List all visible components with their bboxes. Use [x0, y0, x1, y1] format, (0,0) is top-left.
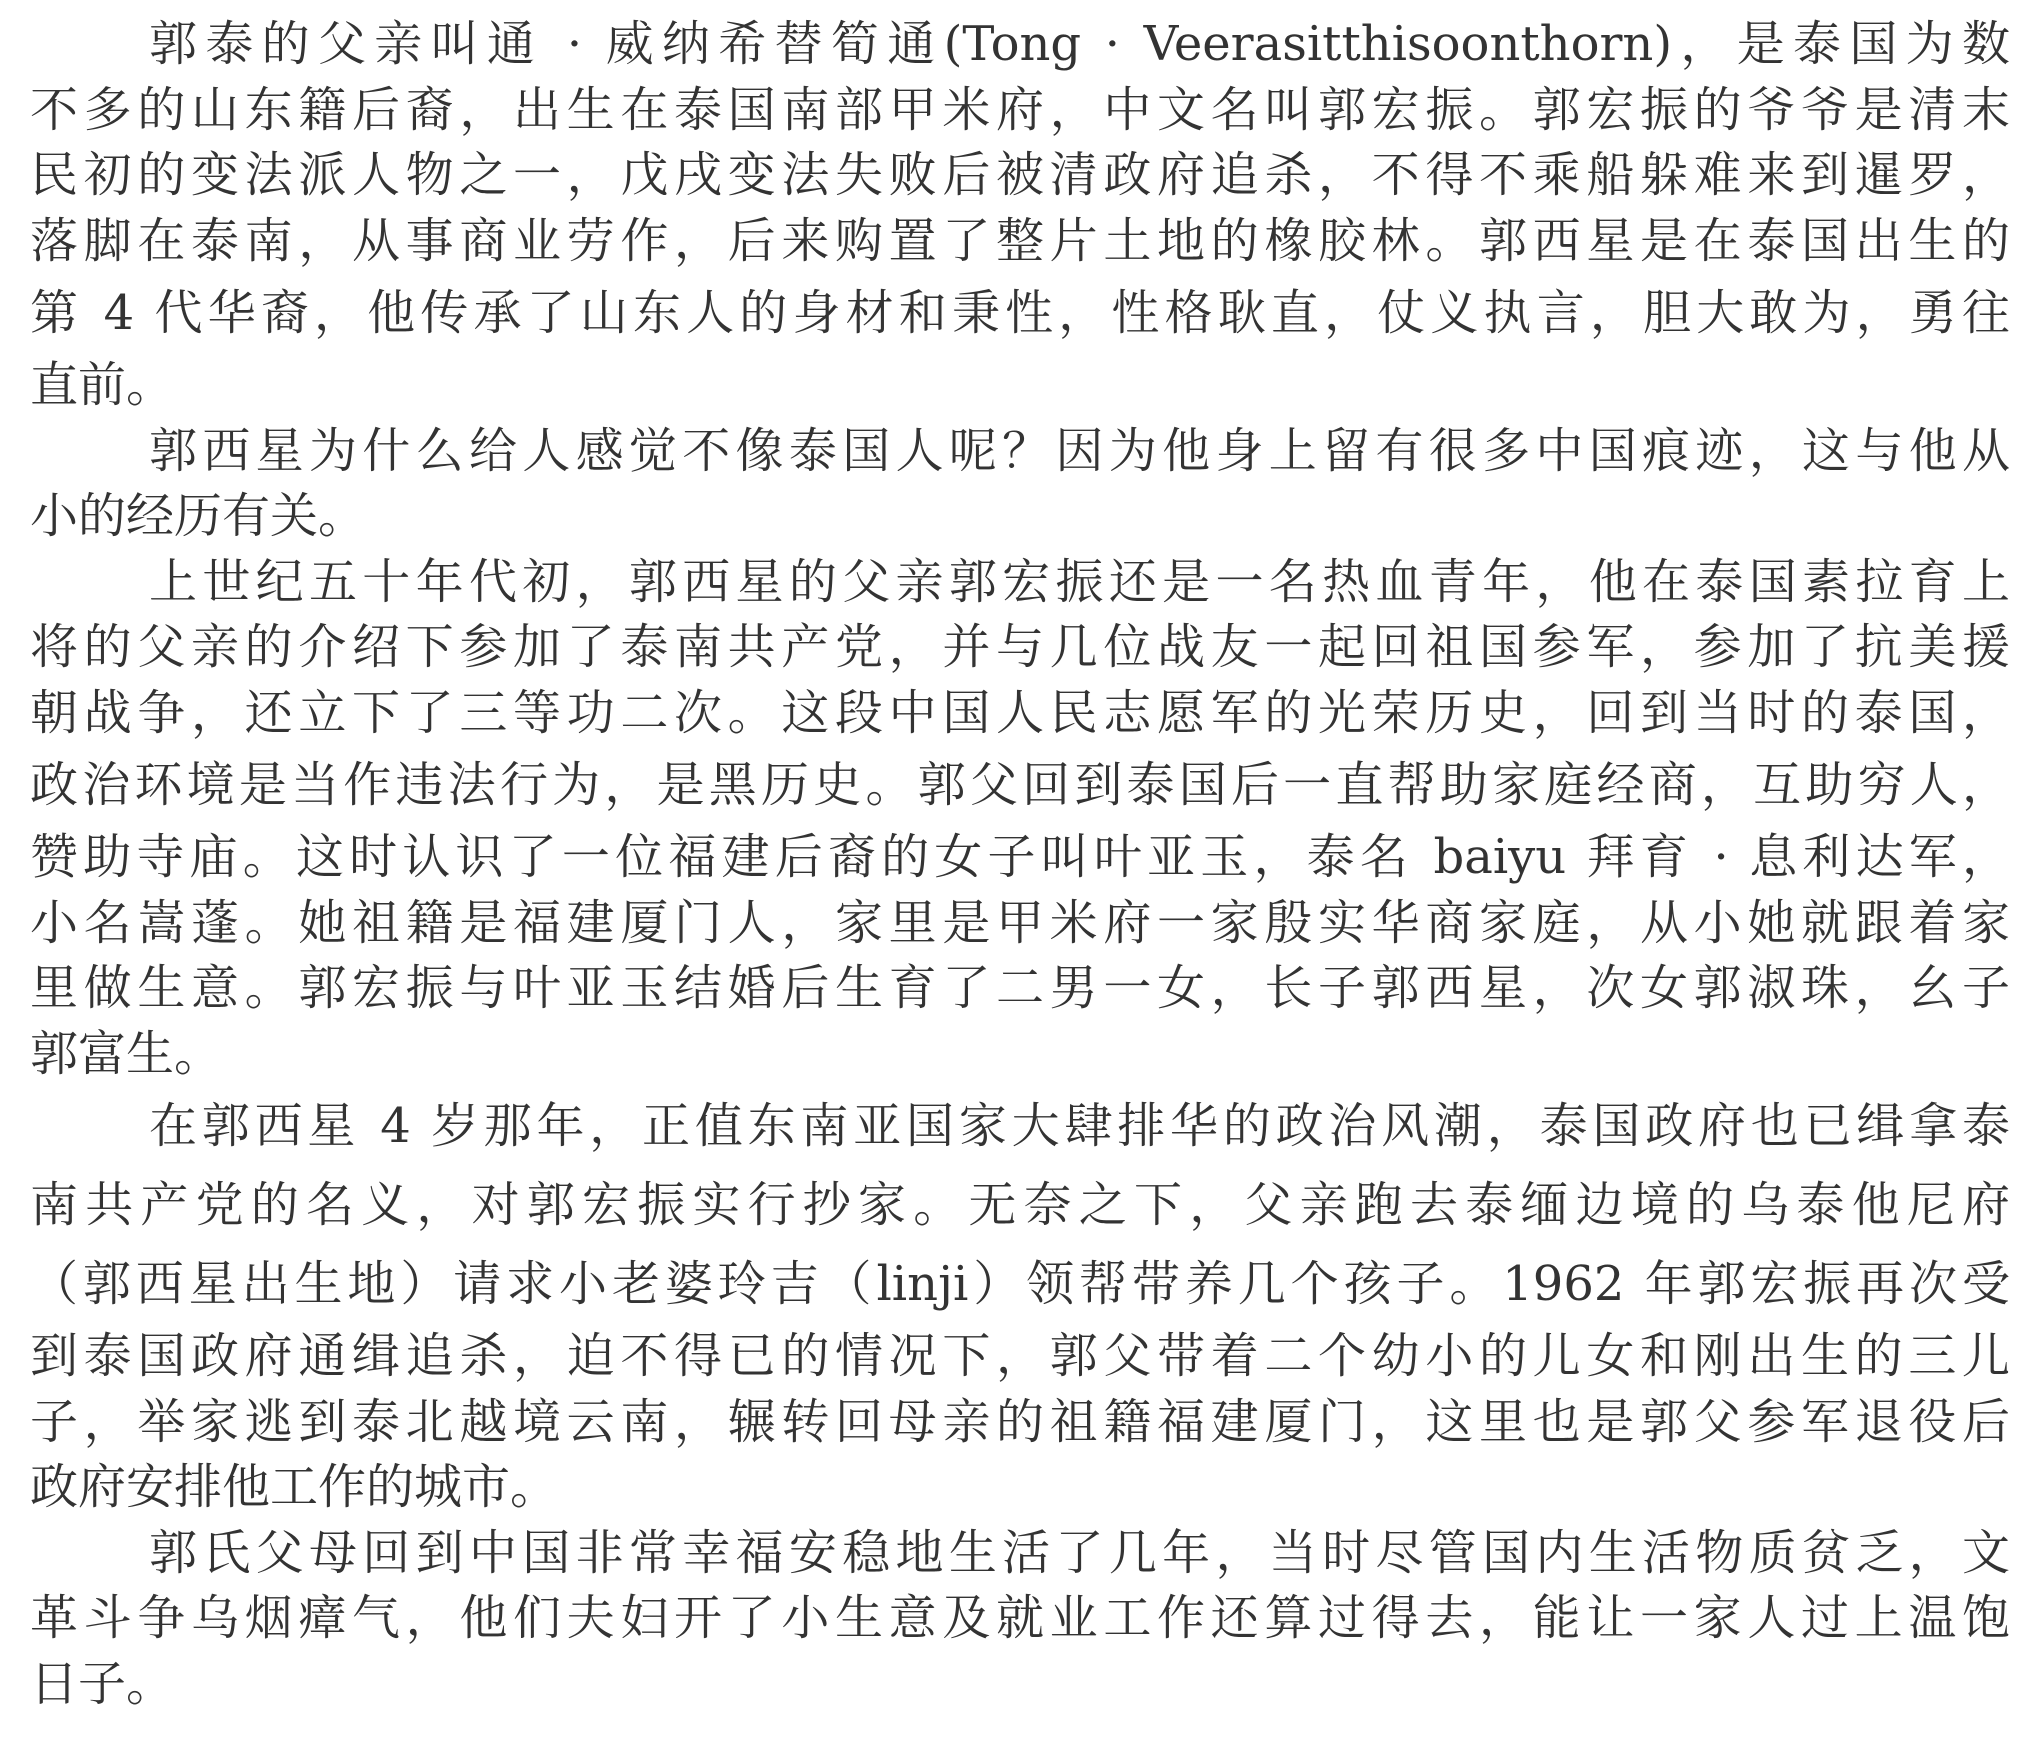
paragraph-5 — [30, 1521, 2010, 1718]
text-line: （郭西星出生地）请求小老婆玲吉（linji）领帮带养几个孩子。1962 年郭宏振再次受 — [30, 1256, 2010, 1312]
text-line: 南共产党的名义，对郭宏振实行抄家。无奈之下，父亲跑去泰缅边境的乌泰他尼府 — [30, 1177, 2010, 1233]
paragraph-1 — [30, 12, 2010, 419]
text-line: 第 4 代华裔，他传承了山东人的身材和秉性，性格耿直，仗义执言，胆大敢为，勇往 — [30, 285, 2010, 341]
text-line: 政府安排他工作的城市。 — [30, 1459, 559, 1515]
text-line: 到泰国政府通缉追杀，迫不得已的情况下，郭父带着二个幼小的儿女和刚出生的三儿 — [30, 1328, 2010, 1384]
text-line: 不多的山东籍后裔，出生在泰国南部甲米府，中文名叫郭宏振。郭宏振的爷爷是清末 — [30, 81, 2010, 138]
text-line: 上世纪五十年代初，郭西星的父亲郭宏振还是一名热血青年，他在泰国素拉育上 — [149, 553, 2010, 610]
text-line: 在郭西星 4 岁那年，正值东南亚国家大肆排华的政治风潮，泰国政府也已缉拿泰 — [149, 1098, 2010, 1154]
text-line: 子，举家逃到泰北越境云南，辗转回母亲的祖籍福建厦门，这里也是郭父参军退役后 — [30, 1393, 2010, 1450]
text-line: 革斗争乌烟瘴气，他们夫妇开了小生意及就业工作还算过得去，能让一家人过上温饱 — [30, 1590, 2010, 1646]
text-line: 朝战争，还立下了三等功二次。这段中国人民志愿军的光荣历史，回到当时的泰国， — [30, 684, 2010, 741]
paragraph-4 — [30, 1087, 2010, 1521]
text-line: 日子。 — [30, 1655, 175, 1712]
text-line: 赞助寺庙。这时认识了一位福建后裔的女子叫叶亚玉，泰名 baiyu 拜育 · 息利达军， — [30, 829, 2010, 885]
text-line: 小名嵩蓬。她祖籍是福建厦门人，家里是甲米府一家殷实华商家庭，从小她就跟着家 — [30, 894, 2010, 951]
text-line: 郭氏父母回到中国非常幸福安稳地生活了几年，当时尽管国内生活物质贫乏，文 — [149, 1524, 2010, 1581]
text-line: 民初的变法派人物之一，戊戌变法失败后被清政府追杀，不得不乘船躲难来到暹罗， — [30, 147, 2010, 203]
text-line: 郭西星为什么给人感觉不像泰国人呢？因为他身上留有很多中国痕迹，这与他从 — [149, 422, 2010, 479]
text-line: 郭富生。 — [30, 1025, 223, 1082]
text-line: 落脚在泰南，从事商业劳作，后来购置了整片土地的橡胶林。郭西星是在泰国出生的 — [30, 212, 2010, 269]
text-line: 里做生意。郭宏振与叶亚玉结婚后生育了二男一女，长子郭西星，次女郭淑珠，幺子 — [30, 960, 2010, 1016]
paragraph-2 — [30, 419, 2010, 550]
text-line: 将的父亲的介绍下参加了泰南共产党，并与几位战友一起回祖国参军，参加了抗美援 — [30, 619, 2010, 675]
document-body — [30, 12, 2010, 1717]
paragraph-3 — [30, 550, 2010, 1088]
text-line: 直前。 — [30, 357, 175, 413]
text-line: 政治环境是当作违法行为，是黑历史。郭父回到泰国后一直帮助家庭经商，互助穷人， — [30, 757, 2010, 813]
text-line: 郭泰的父亲叫通 · 威纳希替筍通(Tong · Veerasitthisoonthorn)，是泰国为数 — [149, 16, 2010, 72]
text-line: 小的经历有关。 — [30, 488, 367, 544]
